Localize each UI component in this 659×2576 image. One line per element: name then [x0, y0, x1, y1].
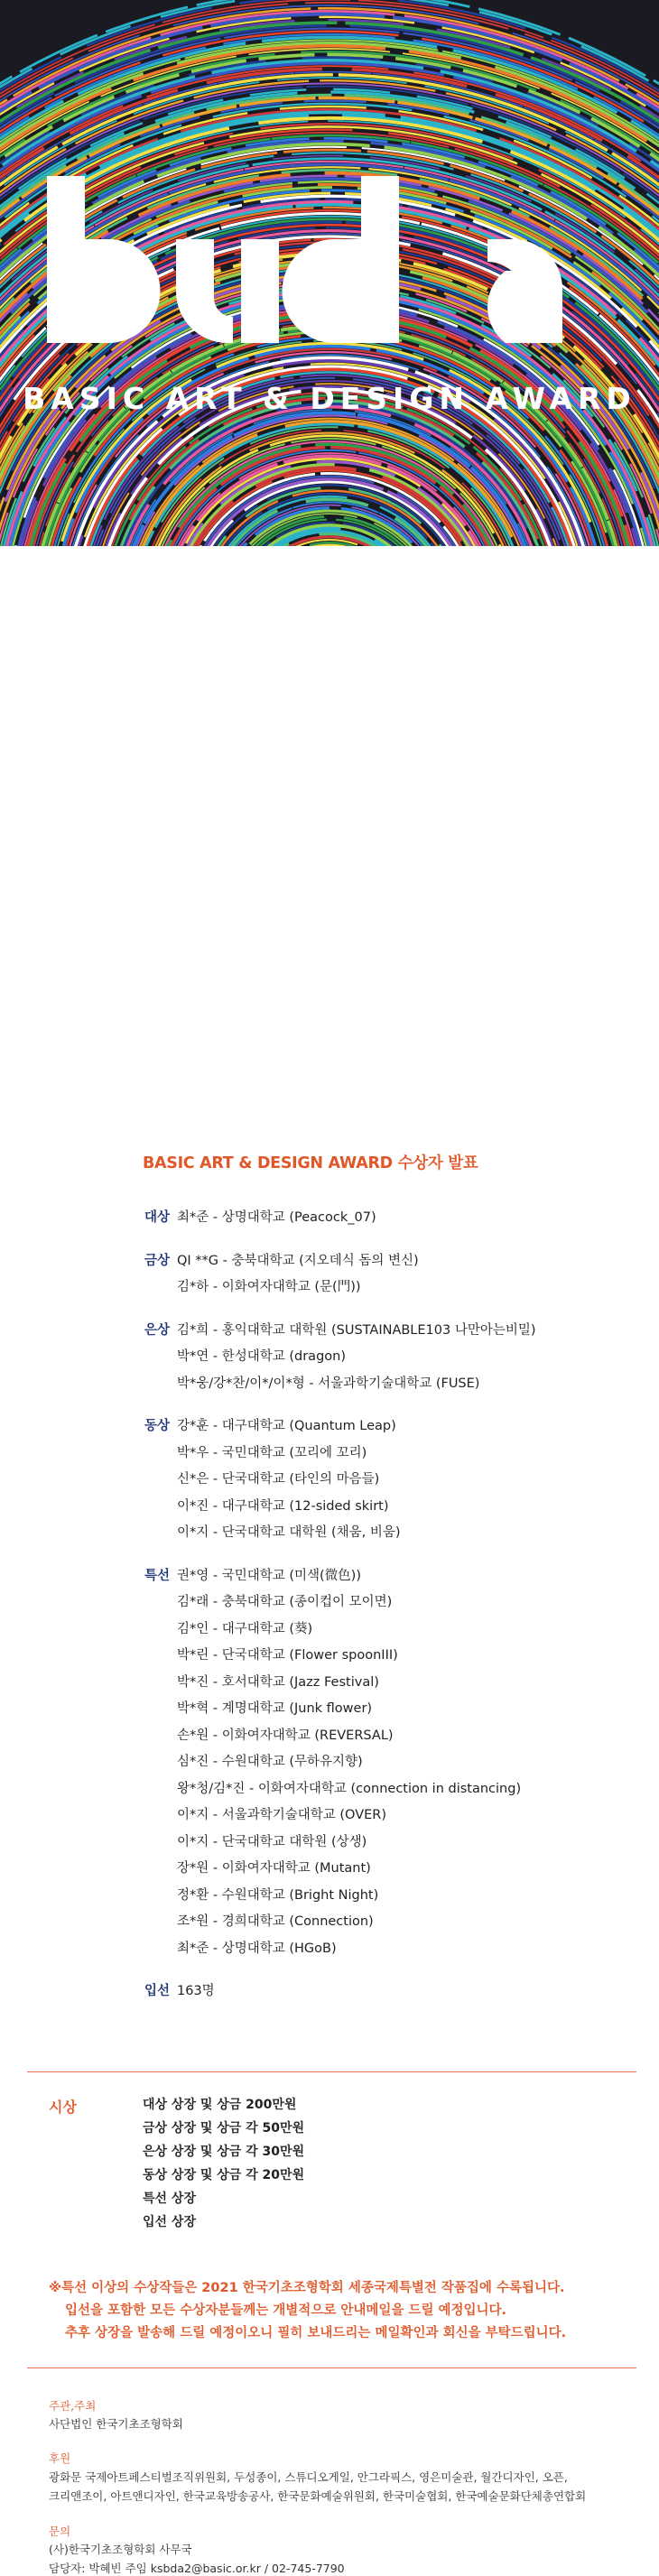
award-entry	[144, 1938, 337, 1957]
award-category: 입선	[144, 1984, 171, 1998]
award-entry	[144, 1469, 379, 1487]
award-category: 은상	[144, 1323, 171, 1338]
award-winner: 김*래 - 충북대학교 (종이컵이 모이면)	[177, 1595, 393, 1609]
award-entry	[144, 1831, 367, 1850]
hero-banner	[0, 0, 659, 546]
prize-item: 금상 상장 및 상금 각 50만원	[143, 2121, 305, 2136]
award-winner: 이*진 - 대구대학교 (12-sided skirt)	[177, 1499, 389, 1514]
award-winner: 강*훈 - 대구대학교 (Quantum Leap)	[177, 1419, 396, 1433]
contact-org: (사)한국기초조형학회 사무국	[49, 2543, 192, 2556]
prize-item: 입선 상장	[143, 2215, 196, 2229]
notice-line: ※특선 이상의 수상작들은 2021 한국기초조형학회 세종국제특별전 작품집에 수록됩니다.	[49, 2281, 565, 2295]
award-entry	[144, 1645, 398, 1663]
award-winner: 163명	[177, 1984, 215, 1998]
award-category: 금상	[144, 1254, 171, 1268]
section-divider	[27, 2071, 636, 2072]
award-entry	[144, 1250, 419, 1269]
prize-heading: 시상	[49, 2099, 77, 2116]
notice-line: 입선을 포함한 모든 수상자분들께는 개별적으로 안내메일을 드릴 예정입니다.	[65, 2303, 507, 2318]
host-name: 사단법인 한국기초조형학회	[49, 2417, 183, 2431]
award-winner: 이*지 - 서울과학기술대학교 (OVER)	[177, 1808, 387, 1822]
prize-item: 대상 상장 및 상금 200만원	[143, 2098, 297, 2112]
award-winner: 박*진 - 호서대학교 (Jazz Festival)	[177, 1675, 379, 1690]
award-entry	[144, 1415, 396, 1434]
award-entry	[144, 1207, 376, 1226]
award-winner: 손*원 - 이화여자대학교 (REVERSAL)	[177, 1728, 394, 1743]
sponsor-label: 후원	[49, 2451, 71, 2465]
award-entry	[144, 1496, 389, 1515]
award-entry	[144, 1618, 312, 1637]
award-entry	[144, 1725, 394, 1744]
award-entry	[144, 1751, 363, 1770]
notice-line: 추후 상장을 발송해 드릴 예정이오니 필히 보내드리는 메일확인과 회신을 부탁드립니다.	[65, 2326, 567, 2340]
sponsor-list: 크리앤조이, 아트앤디자인, 한국교육방송공사, 한국문화예술위원회, 한국미술협회, 한국예술문화단체총연합회	[49, 2489, 587, 2503]
award-winner: 김*하 - 이화여자대학교 (문(門))	[177, 1280, 361, 1294]
prize-item: 특선 상장	[143, 2191, 196, 2206]
award-winner: 박*린 - 단국대학교 (Flower spoonIII)	[177, 1648, 398, 1663]
award-winner: 김*인 - 대구대학교 (葵)	[177, 1622, 313, 1636]
award-winner: 이*지 - 단국대학교 대학원 (상생)	[177, 1835, 367, 1849]
award-entry	[144, 1442, 367, 1461]
award-winner: 최*준 - 상명대학교 (Peacock_07)	[177, 1210, 376, 1225]
prize-item: 동상 상장 및 상금 각 20만원	[143, 2168, 305, 2182]
award-winner: 심*진 - 수원대학교 (무하유지향)	[177, 1755, 363, 1769]
award-entry	[144, 1672, 379, 1691]
award-winner: 박*연 - 한성대학교 (dragon)	[177, 1349, 346, 1364]
award-entry	[144, 1276, 361, 1295]
buda-logo	[0, 0, 659, 546]
award-category: 동상	[144, 1419, 171, 1433]
sponsor-list: 광화문 국제아트페스티벌조직위원회, 두성종이, 스튜디오게일, 안그라픽스, 영은미술관, 월간디자인, 오픈,	[49, 2470, 568, 2484]
award-winner: 장*원 - 이화여자대학교 (Mutant)	[177, 1861, 371, 1876]
award-entry	[144, 1522, 401, 1541]
award-entry	[144, 1778, 521, 1797]
award-winner: QI **G - 충북대학교 (지오데식 돔의 변신)	[177, 1254, 419, 1268]
award-entry	[144, 1346, 346, 1365]
award-entry	[144, 1565, 361, 1584]
award-entry	[144, 1885, 378, 1904]
award-winner: 왕*청/김*진 - 이화여자대학교 (connection in distancing)	[177, 1782, 522, 1796]
award-winner: 정*환 - 수원대학교 (Bright Night)	[177, 1888, 379, 1903]
award-entry	[144, 1591, 392, 1610]
award-winner: 박*혁 - 계명대학교 (Junk flower)	[177, 1701, 373, 1716]
award-entry	[144, 1373, 479, 1392]
award-entry	[144, 1698, 372, 1717]
award-entry	[144, 1320, 536, 1339]
award-subtitle: BASIC ART & DESIGN AWARD	[23, 381, 636, 416]
award-winner: 권*영 - 국민대학교 (미색(微色))	[177, 1569, 361, 1583]
prize-item: 은상 상장 및 상금 각 30만원	[143, 2145, 305, 2159]
award-entry	[144, 1911, 374, 1930]
award-winner: 박*웅/강*찬/이*/이*형 - 서울과학기술대학교 (FUSE)	[177, 1376, 480, 1391]
award-winner: 조*원 - 경희대학교 (Connection)	[177, 1914, 374, 1929]
award-winner: 박*우 - 국민대학교 (꼬리에 꼬리)	[177, 1446, 367, 1460]
host-label: 주관,주최	[49, 2399, 97, 2413]
award-entry	[144, 1980, 215, 1999]
award-winner: 김*희 - 홍익대학교 대학원 (SUSTAINABLE103 나만아는비밀)	[177, 1323, 536, 1338]
award-entry	[144, 1804, 386, 1823]
announcement-title: BASIC ART & DESIGN AWARD 수상자 발표	[143, 1154, 478, 1172]
award-winner: 신*은 - 단국대학교 (타인의 마음들)	[177, 1472, 380, 1487]
contact-label: 문의	[49, 2525, 71, 2538]
award-entry	[144, 1858, 371, 1876]
award-category: 특선	[144, 1569, 171, 1583]
award-category: 대상	[144, 1210, 171, 1225]
contact-person: 담당자: 박혜빈 주임 ksbda2@basic.or.kr / 02-745-7790	[49, 2562, 345, 2575]
award-winner: 이*지 - 단국대학교 대학원 (채움, 비움)	[177, 1525, 401, 1540]
award-winner: 최*준 - 상명대학교 (HGoB)	[177, 1941, 337, 1956]
